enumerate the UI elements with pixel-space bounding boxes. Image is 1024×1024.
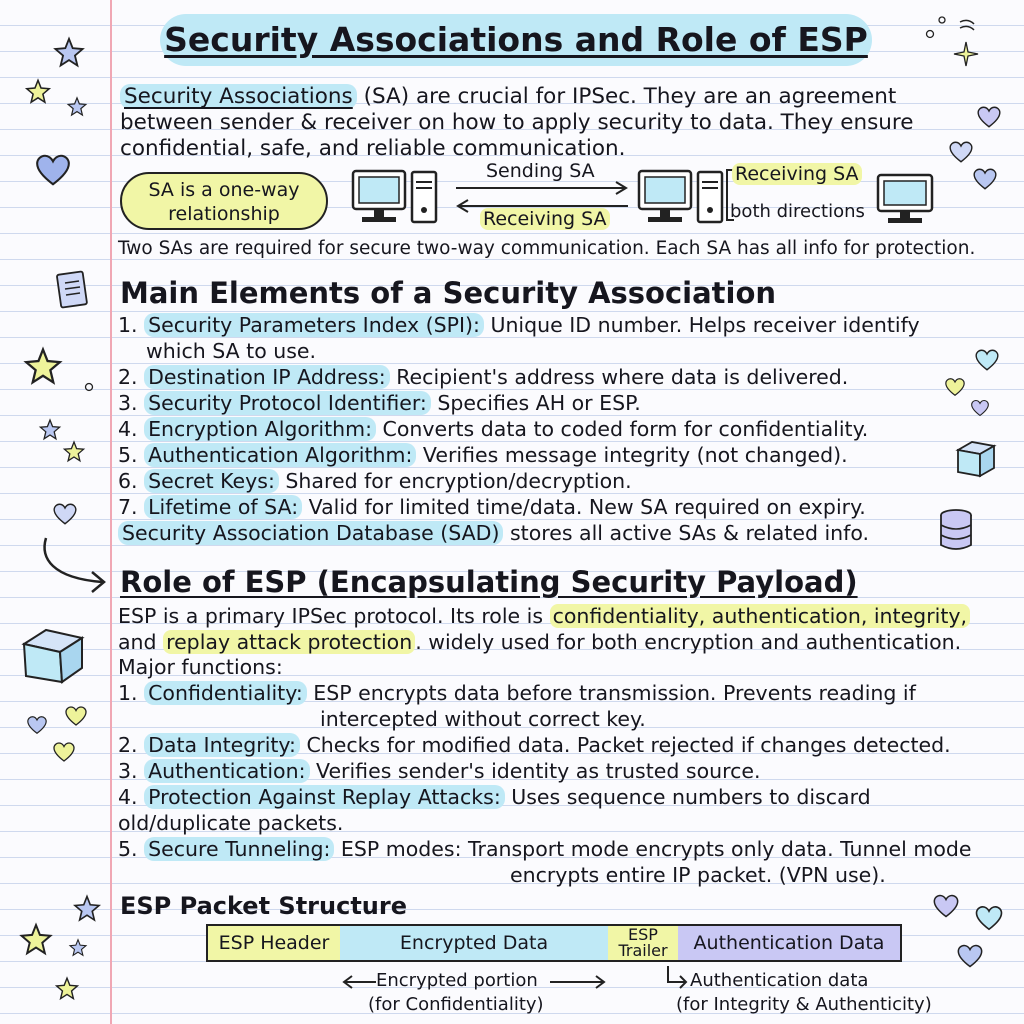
auth-note-line-2: (for Integrity & Authenticity) [676,994,932,1015]
trailer-line-2: Trailer [618,941,668,960]
function-desc: ESP encrypts data before transmission. Prevents reading if [306,681,916,705]
function-desc: Checks for modified data. Packet rejected if changes detected. [299,733,951,757]
curved-arrow-icon [36,534,110,596]
elements-heading: Main Elements of a Security Association [120,276,777,310]
trailer-line-1: ESP [628,925,658,944]
esp-p2-text: and [118,630,164,654]
receiving-sa-bottom-text: Receiving SA [480,208,610,230]
item-number: 3. [118,391,138,415]
heart-icon [932,892,960,920]
third-computer-icon [874,172,936,226]
heart-icon [976,104,1002,130]
encrypted-note-line-1: Encrypted portion [376,970,538,991]
item-number: 5. [118,443,138,467]
esp-function-5 [118,837,972,861]
item-term: Encryption Algorithm: [144,417,376,441]
item-desc: Shared for encryption/decryption. [278,469,632,493]
cube-icon [20,624,86,686]
both-directions-label: both directions [730,201,865,222]
sad-term: Security Association Database (SAD) [118,521,503,545]
heart-icon [64,704,88,728]
sad-line [118,521,869,545]
item-desc: Recipient's address where data is delivered. [389,365,849,389]
packet-esp-header: ESP Header [206,924,342,962]
esp-heading: Role of ESP (Encapsulating Security Payload) [120,565,858,599]
element-item-2 [118,365,848,389]
element-item-5 [118,443,848,467]
element-item-1-cont: which SA to use. [146,339,317,363]
encrypted-note-line-2: (for Confidentiality) [368,994,544,1015]
item-term: Authentication Algorithm: [144,443,416,467]
item-term: Security Protocol Identifier: [144,391,431,415]
function-term: Data Integrity: [144,733,300,757]
function-term: Confidentiality: [144,681,307,705]
right-arrow-icon [546,972,610,992]
function-number: 1. [118,681,138,705]
item-desc: Valid for limited time/data. New SA required on expiry. [302,495,866,519]
sparkle-icon [920,12,980,72]
star-icon [38,418,62,442]
star-icon [54,976,80,1002]
esp-function-5-cont: encrypts entire IP packet. (VPN use). [510,863,886,887]
item-number: 6. [118,469,138,493]
heart-icon [34,152,72,188]
sa-one-way-bubble [120,172,328,230]
item-term: Lifetime of SA: [144,495,302,519]
heart-icon [970,398,990,418]
function-number: 3. [118,759,138,783]
star-icon [18,922,54,958]
element-item-6 [118,469,632,493]
two-sa-note: Two SAs are required for secure two-way communication. Each SA has all info for protection. [118,238,976,259]
esp-function-3 [118,759,760,783]
item-desc: Converts data to coded form for confidentiality. [375,417,869,441]
star-icon [52,36,86,70]
esp-paragraph-line-1 [118,603,970,629]
function-desc: ESP modes: Transport mode encrypts only data. Tunnel mode [334,837,972,861]
heart-icon [974,348,1000,372]
heart-icon [52,740,76,764]
function-number: 2. [118,733,138,757]
intro-line-1-text: (SA) are crucial for IPSec. They are an agreement [356,84,897,109]
auth-note-line-1: Authentication data [690,970,869,991]
esp-p1-text: ESP is a primary IPSec protocol. Its role is [118,604,550,628]
intro-line-3: confidential, safe, and reliable communication. [120,136,626,161]
major-functions-label: Major functions: [118,655,283,679]
function-number: 4. [118,785,138,809]
packet-encrypted-data: Encrypted Data [340,924,610,962]
receiving-sa-bottom-label [480,208,610,230]
left-arrow-icon [340,972,380,992]
esp-function-1-cont: intercepted without correct key. [320,707,646,731]
sad-desc: stores all active SAs & related info. [503,521,870,545]
function-term: Secure Tunneling: [144,837,334,861]
cube-icon [954,438,998,480]
sender-computer-icon [350,168,440,226]
heart-icon [956,942,984,970]
heart-icon [974,904,1004,932]
element-item-1 [118,313,920,337]
esp-p2-highlight: replay attack protection [163,630,415,654]
function-number: 5. [118,837,138,861]
star-icon [22,346,64,388]
esp-function-4 [118,785,871,809]
sending-sa-label: Sending SA [486,160,595,182]
item-term: Destination IP Address: [144,365,390,389]
receiving-sa-right-text: Receiving SA [732,163,862,185]
item-term: Security Parameters Index (SPI): [144,313,484,337]
esp-p1-highlight: confidentiality, authentication, integrity, [550,604,970,628]
element-item-7 [118,495,866,519]
item-desc: Verifies message integrity (not changed). [416,443,848,467]
star-icon [24,78,52,106]
corner-arrow-icon [664,964,690,992]
function-desc: Verifies sender's identity as trusted source. [309,759,761,783]
page-title: Security Associations and Role of ESP [164,20,868,59]
esp-paragraph-line-2 [118,629,961,655]
notebook-margin-line [110,0,112,1024]
function-desc: Uses sequence numbers to discard [504,785,871,809]
element-item-3 [118,391,641,415]
esp-function-2 [118,733,951,757]
function-term: Authentication: [144,759,309,783]
item-desc: Unique ID number. Helps receiver identify [483,313,920,337]
star-icon [62,440,86,464]
heart-icon [972,166,998,192]
esp-function-4-cont: old/duplicate packets. [118,811,344,835]
star-icon [72,894,102,924]
circle-doodle-icon [84,382,94,392]
item-number: 4. [118,417,138,441]
notepad-icon [56,270,90,310]
element-item-4 [118,417,868,441]
packet-heading: ESP Packet Structure [120,892,407,920]
receiving-sa-right-label [732,163,862,185]
item-term: Secret Keys: [144,469,279,493]
heart-icon [944,376,966,398]
item-number: 2. [118,365,138,389]
item-number: 1. [118,313,138,337]
packet-esp-trailer [608,924,680,962]
intro-term: Security Associations [120,84,357,109]
intro-line-2: between sender & receiver on how to apply security to data. They ensure [120,110,914,135]
intro-line-1 [120,84,896,110]
item-number: 7. [118,495,138,519]
packet-authentication-data: Authentication Data [678,924,902,962]
item-desc: Specifies AH or ESP. [430,391,641,415]
esp-p2-rest: . widely used for both encryption and authentication. [415,630,962,654]
esp-function-1 [118,681,916,705]
bubble-line-1: SA is a one-way [148,179,300,201]
receiver-computer-icon [636,168,726,226]
star-icon [66,96,88,118]
star-icon [68,938,88,958]
database-icon [938,508,974,552]
heart-icon [26,714,48,736]
heart-icon [948,140,974,164]
bubble-line-2: relationship [168,203,280,225]
heart-icon [52,502,78,526]
function-term: Protection Against Replay Attacks: [144,785,505,809]
